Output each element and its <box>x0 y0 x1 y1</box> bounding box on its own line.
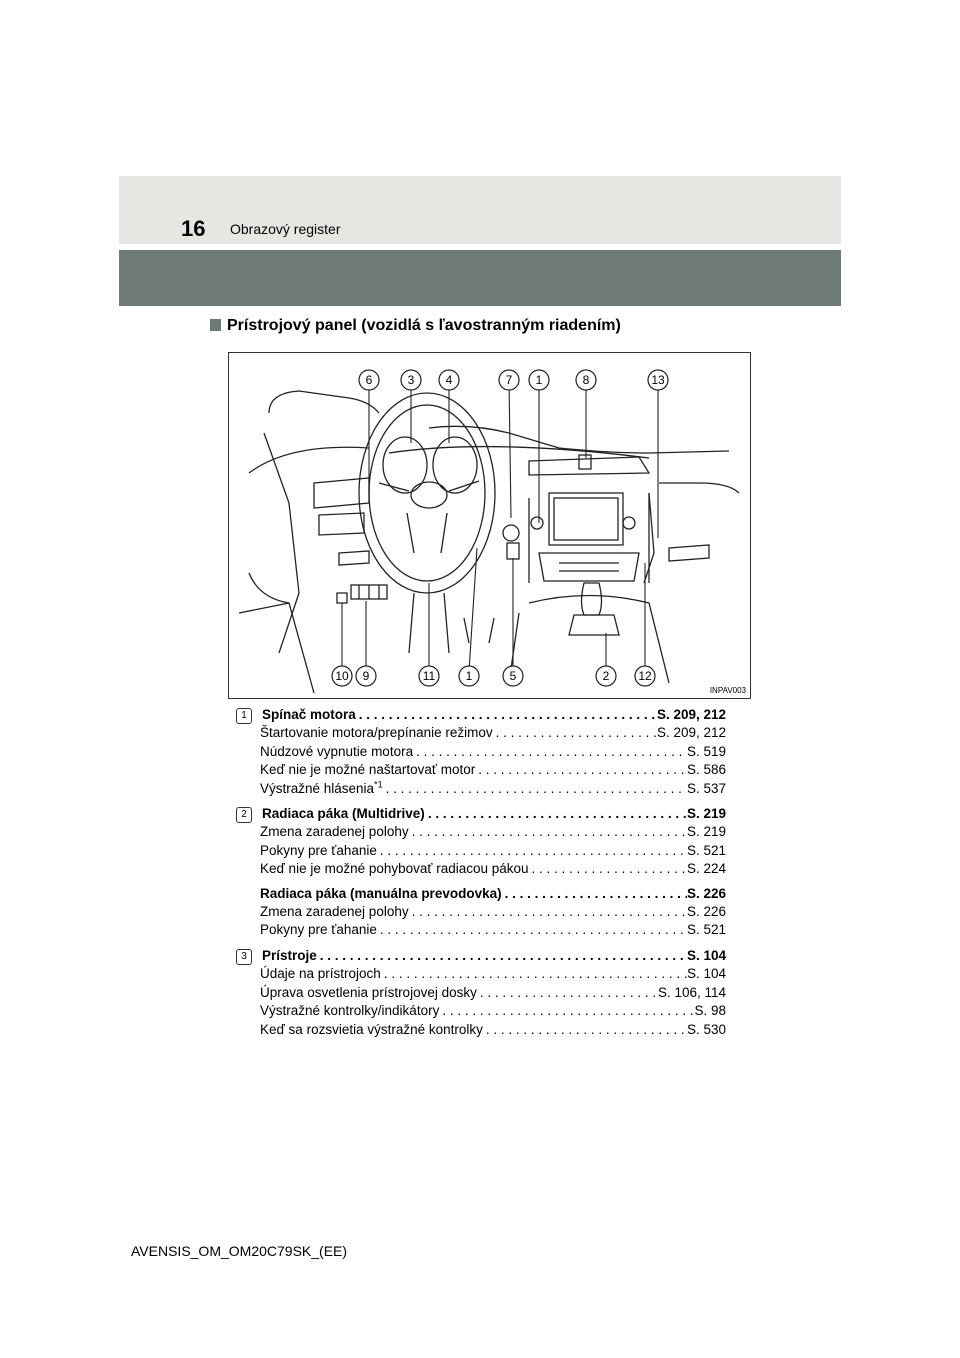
dot-leader <box>502 885 687 903</box>
page-reference[interactable]: S. 521 <box>686 922 726 938</box>
entry-label-text: Keď nie je možné pohybovať radiacou pákou <box>260 861 529 877</box>
entry-label-text: Výstražné kontrolky/indikátory <box>260 1003 440 1019</box>
entry-label-text: Výstražné hlásenia <box>260 780 375 796</box>
page-reference[interactable]: S. 519 <box>686 743 726 759</box>
dot-leader <box>377 842 687 860</box>
entry-row <box>260 842 726 860</box>
page-reference[interactable]: S. 106, 114 <box>657 984 726 1000</box>
entry-label-text: Keď nie je možné naštartovať motor <box>260 762 476 778</box>
entry-row <box>260 761 726 779</box>
figure-code: INPAV003 <box>709 686 746 695</box>
dot-leader <box>493 724 657 742</box>
entry-label <box>260 780 383 798</box>
page-reference[interactable]: S. 209, 212 <box>656 725 726 741</box>
entry-label-text: Núdzové vypnutie motora <box>260 743 414 759</box>
entry-label-text: Keď sa rozsvietia výstražné kontrolky <box>260 1021 483 1037</box>
entry-label-text: Radiaca páka (Multidrive) <box>262 806 425 822</box>
callout-label: 4 <box>445 373 453 387</box>
entry-label <box>260 984 477 1002</box>
entry-number-badge: 1 <box>236 708 252 724</box>
callout-label: 7 <box>505 373 513 387</box>
entry-label <box>260 965 381 983</box>
header-band <box>119 250 841 306</box>
entry-label <box>260 743 413 761</box>
page-reference[interactable]: S. 98 <box>694 1003 726 1019</box>
entry-label-text: Pokyny pre ťahanie <box>260 922 377 938</box>
page-reference[interactable]: S. 104 <box>686 947 726 963</box>
callout-label: 13 <box>651 373 665 387</box>
entry-row <box>241 706 726 724</box>
entry-label-text: Údaje na prístrojoch <box>260 966 381 982</box>
dot-leader <box>356 706 657 724</box>
section-marker-icon <box>210 319 221 331</box>
page-reference[interactable]: S. 219 <box>686 806 726 822</box>
entry-row <box>241 947 726 965</box>
entry-number-badge: 3 <box>236 949 252 965</box>
entry-number-badge: 2 <box>236 807 252 823</box>
dashboard-illustration <box>228 352 751 699</box>
entry-label <box>260 724 493 742</box>
footnote-marker: *1 <box>374 779 383 790</box>
entry-label-text: Prístroje <box>262 947 317 963</box>
entry-label-text: Štartovanie motora/prepínanie režimov <box>260 725 493 741</box>
section-title: Prístrojový panel (vozidlá s ľavostranným riadením) <box>227 317 621 334</box>
callout-label: 8 <box>582 373 590 387</box>
dot-leader <box>383 780 687 798</box>
callout-label: 6 <box>365 373 373 387</box>
page-reference[interactable]: S. 224 <box>686 861 726 877</box>
dot-leader <box>439 1002 694 1020</box>
entry-label-text: Zmena zaradenej polohy <box>260 904 409 920</box>
entry-label-text: Pokyny pre ťahanie <box>260 842 377 858</box>
dot-leader <box>477 984 658 1002</box>
entry-row <box>260 823 726 841</box>
page-reference[interactable]: S. 226 <box>686 885 726 901</box>
page-reference[interactable]: S. 586 <box>686 762 726 778</box>
page-reference[interactable]: S. 104 <box>686 966 726 982</box>
entry-label-text: Spínač motora <box>262 707 356 722</box>
dot-leader <box>409 823 687 841</box>
dot-leader <box>483 1021 687 1039</box>
page-reference[interactable]: S. 219 <box>686 824 726 840</box>
entry-group <box>236 947 726 1039</box>
page-reference[interactable]: S. 226 <box>686 904 726 920</box>
dashboard-drawing <box>229 353 750 698</box>
page-header <box>119 176 841 244</box>
page-reference[interactable]: S. 530 <box>686 1021 726 1037</box>
entry-label <box>260 761 475 779</box>
callout-label: 9 <box>362 669 370 683</box>
entry-group <box>236 805 726 940</box>
entry-label <box>260 903 409 921</box>
entry-row <box>260 885 726 903</box>
entry-row <box>260 780 726 798</box>
entry-label-text: Úprava osvetlenia prístrojovej dosky <box>260 984 477 1000</box>
page-reference[interactable]: S. 209, 212 <box>656 707 726 722</box>
dot-leader <box>425 805 687 823</box>
entry-row <box>260 1002 726 1020</box>
dot-leader <box>413 743 687 761</box>
entry-label <box>260 1002 439 1020</box>
entry-row <box>260 743 726 761</box>
dot-leader <box>409 903 687 921</box>
callout-label: 3 <box>407 373 415 387</box>
callout-label: 2 <box>602 669 610 683</box>
entry-group <box>236 706 726 798</box>
entry-row <box>241 805 726 823</box>
entry-label <box>241 805 425 823</box>
entry-label <box>260 842 377 860</box>
entry-row <box>260 903 726 921</box>
entry-row <box>260 921 726 939</box>
index-entries <box>236 706 726 1046</box>
entry-row <box>260 984 726 1002</box>
entry-label <box>260 860 529 878</box>
entry-row <box>260 860 726 878</box>
section-heading <box>210 317 621 335</box>
dot-leader <box>377 921 687 939</box>
entry-label <box>260 823 409 841</box>
page-number: 16 <box>181 216 206 241</box>
dot-leader <box>381 965 687 983</box>
page-reference[interactable]: S. 521 <box>686 842 726 858</box>
entry-row <box>260 1021 726 1039</box>
entry-label <box>260 885 502 903</box>
entry-label-text: Zmena zaradenej polohy <box>260 824 409 840</box>
callout-label: 11 <box>422 669 436 683</box>
callout-label: 12 <box>638 669 652 683</box>
entry-label <box>260 921 377 939</box>
entry-label <box>241 706 356 724</box>
dot-leader <box>317 947 687 965</box>
callout-label: 1 <box>465 669 473 683</box>
page-title: Obrazový register <box>230 221 341 237</box>
callout-label: 1 <box>535 373 543 387</box>
callout-label: 10 <box>335 669 349 683</box>
entry-label-text: Radiaca páka (manuálna prevodovka) <box>260 885 502 901</box>
entry-row <box>260 965 726 983</box>
entry-label <box>241 947 317 965</box>
page-reference[interactable]: S. 537 <box>686 780 726 796</box>
dot-leader <box>529 860 687 878</box>
footer-code: AVENSIS_OM_OM20C79SK_(EE) <box>131 1243 348 1259</box>
callout-label: 5 <box>509 669 517 683</box>
entry-row <box>260 724 726 742</box>
dot-leader <box>475 761 687 779</box>
entry-label <box>260 1021 483 1039</box>
